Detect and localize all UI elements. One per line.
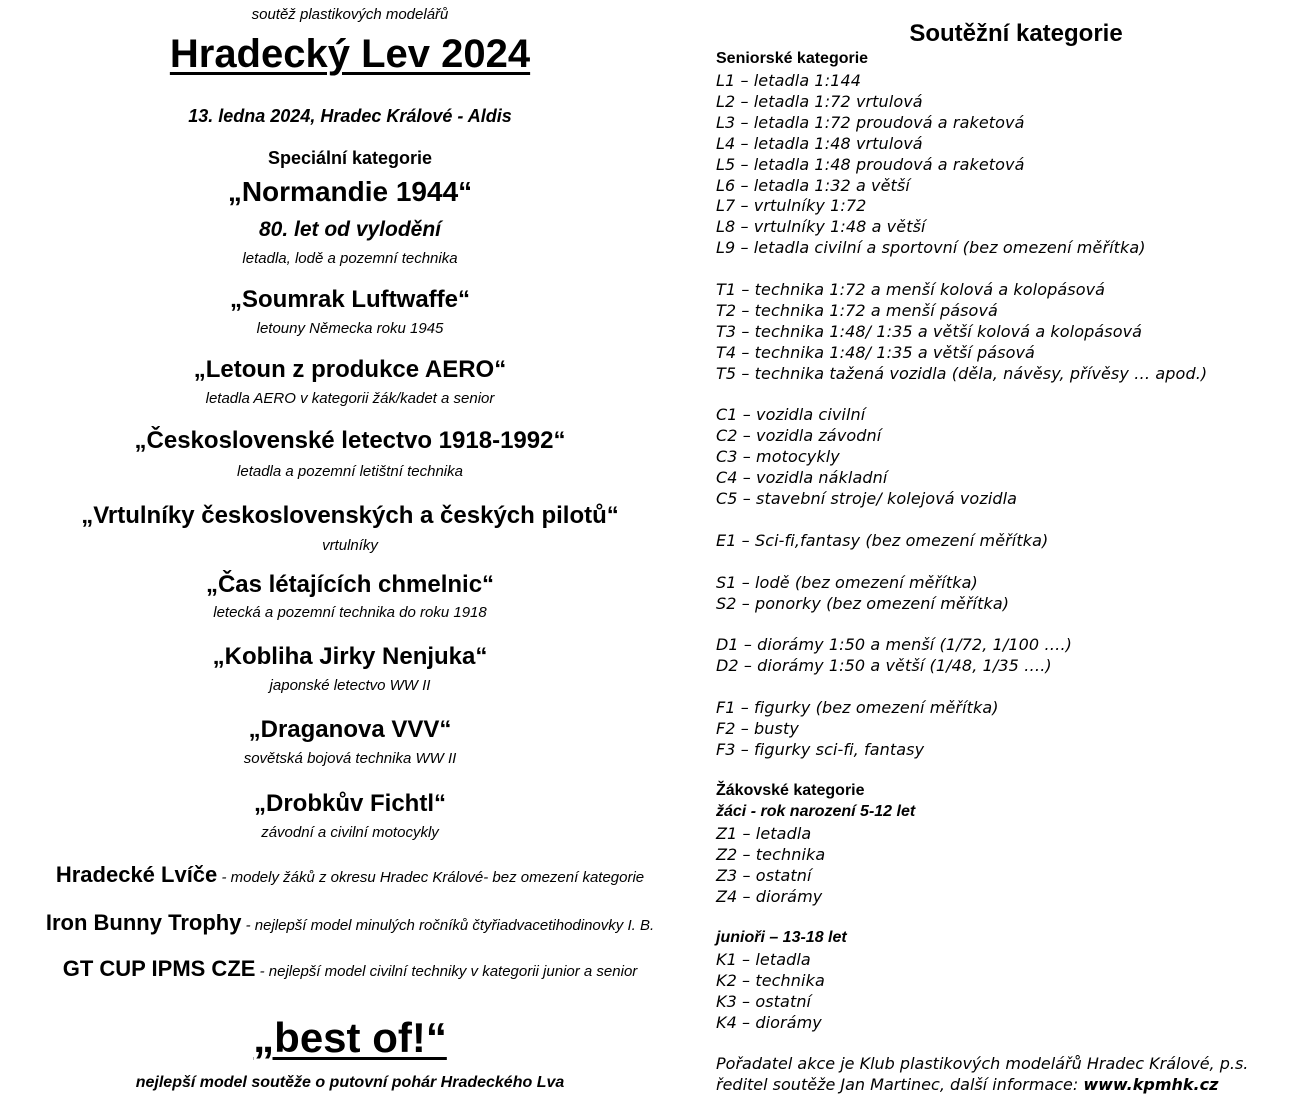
award-iron-bunny xyxy=(0,910,700,936)
director-line xyxy=(716,1075,1218,1094)
category-item: L9 – letadla civilní a sportovní (bez omezení měřítka) xyxy=(716,238,1146,258)
category-item: C3 – motocykly xyxy=(716,447,840,467)
category-item: Z1 – letadla xyxy=(716,824,812,843)
category-item: L4 – letadla 1:48 vrtulová xyxy=(716,133,923,153)
category-item: L2 – letadla 1:72 vrtulová xyxy=(716,91,923,111)
award-gt-cup xyxy=(0,956,700,982)
award-desc: - modely žáků z okresu Hradec Králové- bez omezení kategorie xyxy=(217,869,645,886)
best-of-title: „best of!“ xyxy=(253,1014,447,1061)
page-title: Hradecký Lev 2024 xyxy=(169,32,531,76)
junior-heading: Žákovské kategorie xyxy=(716,782,865,799)
category-item: L1 – letadla 1:144 xyxy=(716,71,862,90)
best-of-desc: nejlepší model soutěže o putovní pohár Hradeckého Lva xyxy=(135,1074,565,1091)
special-desc: vrtulníky xyxy=(322,537,378,554)
category-item: T1 – technika 1:72 a menší kolová a kolopásová xyxy=(716,280,1106,299)
special-title: „Kobliha Jirky Nenjuka“ xyxy=(212,643,488,670)
category-item: L7 – vrtulníky 1:72 xyxy=(716,196,867,216)
category-item: D1 – diorámy 1:50 a menší (1/72, 1/100 ….) xyxy=(716,635,1072,655)
category-item: L8 – vrtulníky 1:48 a větší xyxy=(716,217,926,237)
zaci-heading: žáci - rok narození 5-12 let xyxy=(716,803,916,820)
date-place: 13. ledna 2024, Hradec Králové - Aldis xyxy=(188,106,512,126)
award-title: GT CUP IPMS CZE xyxy=(62,956,256,981)
award-title: Iron Bunny Trophy xyxy=(45,910,242,935)
award-desc: - nejlepší model minulých ročníků čtyřiadvacetihodinovky I. B. xyxy=(241,917,655,934)
category-item: T5 – technika tažená vozidla (děla, návěsy, přívěsy … apod.) xyxy=(716,363,1208,383)
special-desc: závodní a civilní motocykly xyxy=(261,824,439,841)
special-title: „Československé letectvo 1918-1992“ xyxy=(134,427,566,454)
category-item: K4 – diorámy xyxy=(716,1012,822,1032)
categories-title: Soutěžní kategorie xyxy=(909,20,1123,47)
special-title: „Vrtulníky československých a českých pilotů“ xyxy=(81,502,619,529)
special-normandie-title: „Normandie 1944“ xyxy=(227,176,473,207)
category-item: T2 – technika 1:72 a menší pásová xyxy=(716,300,998,320)
contest-subtitle: soutěž plastikových modelářů xyxy=(251,6,449,23)
category-item: L5 – letadla 1:48 proudová a raketová xyxy=(716,154,1025,174)
category-item: F3 – figurky sci-fi, fantasy xyxy=(716,739,925,759)
juniori-heading: junioři – 13-18 let xyxy=(716,929,847,946)
category-item: C2 – vozidla závodní xyxy=(716,426,882,446)
special-title: „Soumrak Luftwaffe“ xyxy=(229,286,471,313)
special-desc: letadla AERO v kategorii žák/kadet a senior xyxy=(205,390,495,407)
category-item: Z4 – diorámy xyxy=(716,886,823,906)
category-item: K3 – ostatní xyxy=(716,991,812,1011)
award-hradecke-lvice xyxy=(0,862,700,888)
category-item: Z2 – technika xyxy=(716,844,826,864)
category-item: C1 – vozidla civilní xyxy=(716,405,866,425)
award-title: Hradecké Lvíče xyxy=(55,862,218,887)
category-item: F2 – busty xyxy=(716,718,799,738)
special-categories-heading: Speciální kategorie xyxy=(267,148,433,168)
special-desc: japonské letectvo WW II xyxy=(269,677,431,694)
special-title: „Drobkův Fichtl“ xyxy=(253,790,446,817)
special-title: „Letoun z produkce AERO“ xyxy=(193,356,507,383)
category-item: C4 – vozidla nákladní xyxy=(716,468,888,488)
category-item: E1 – Sci-fi,fantasy (bez omezení měřítka) xyxy=(716,530,1049,550)
category-item: C5 – stavební stroje/ kolejová vozidla xyxy=(716,489,1018,508)
category-item: T3 – technika 1:48/ 1:35 a větší kolová a kolopásová xyxy=(716,321,1143,341)
website-link[interactable]: www.kpmhk.cz xyxy=(1083,1075,1219,1094)
category-item: K1 – letadla xyxy=(716,950,811,969)
category-item: Z3 – ostatní xyxy=(716,865,812,885)
special-desc: sovětská bojová technika WW II xyxy=(243,750,457,767)
special-title: „Čas létajících chmelnic“ xyxy=(205,571,495,598)
senior-heading: Seniorské kategorie xyxy=(716,50,869,67)
category-item: T4 – technika 1:48/ 1:35 a větší pásová xyxy=(716,342,1035,362)
special-desc: letouny Německa roku 1945 xyxy=(256,320,444,337)
director-text: ředitel soutěže Jan Martinec, další informace: xyxy=(716,1075,1084,1094)
special-normandie-desc: letadla, lodě a pozemní technika xyxy=(242,250,458,267)
special-title: „Draganova VVV“ xyxy=(248,716,452,743)
special-normandie-subtitle: 80. let od vylodění xyxy=(258,218,442,241)
category-item: L6 – letadla 1:32 a větší xyxy=(716,175,910,195)
category-item: F1 – figurky (bez omezení měřítka) xyxy=(716,698,999,717)
category-item: L3 – letadla 1:72 proudová a raketová xyxy=(716,112,1025,132)
right-column xyxy=(716,0,1296,1100)
category-item: D2 – diorámy 1:50 a větší (1/48, 1/35 ….) xyxy=(716,656,1052,676)
special-desc: letadla a pozemní letištní technika xyxy=(237,463,463,480)
special-desc: letecká a pozemní technika do roku 1918 xyxy=(213,604,487,621)
category-item: S1 – lodě (bez omezení měřítka) xyxy=(716,572,978,592)
organizer-line: Pořadatel akce je Klub plastikových modelářů Hradec Králové, p.s. xyxy=(716,1054,1249,1073)
category-item: K2 – technika xyxy=(716,970,825,990)
award-desc: - nejlepší model civilní techniky v kategorii junior a senior xyxy=(255,963,638,980)
category-item: S2 – ponorky (bez omezení měřítka) xyxy=(716,593,1010,613)
